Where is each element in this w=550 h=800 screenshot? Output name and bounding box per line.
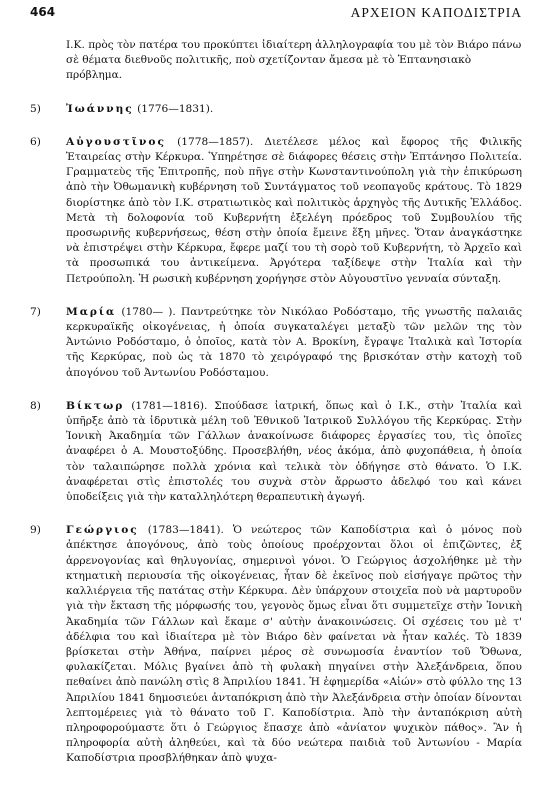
entry-9 [30,523,522,766]
entry-name: Μαρία [66,305,117,318]
entry-text: (1781—1816). Σπούδασε ἰατρική, ὅπως καὶ ὁ Ι.Κ., στὴν Ἰταλία καὶ ὑπῆρξε ἀπὸ τὰ ἱδρυτικὰ μέλη τοῦ Ἐθνικοῦ Ἰατρικοῦ Συλλόγου τῆς Κερκύρας. Στὴν Ἰονικὴ Ἀκαδημία τῶν Γάλλων ἀνακοίνωσε διάφορες ἐργασίες του, τὶς ὁποῖες ἀναφέρει ὁ Α. Μουστοξύδης. Προσεβλήθη, νέος ἀκόμα, ἀπὸ φυχοπάθεια, ἡ ὁποία τὸν ταλαιπώρησε πολλὰ χρόνια καὶ τελικὰ τὸν ὁδήγησε στὸ θάνατο. Ὁ Ι.Κ. ἀναφέρεται στὶς ἐπιστολές του συχνὰ στὸν ἄρρωστο ἀδελφό του καὶ κάνει ὑποδείξεις γιὰ τὴν καταλληλότερη θεραπευτικὴ ἀγωγή. [66,399,522,504]
entry-number: 5) [30,102,41,115]
entry-name: Ἰωάννης [66,102,134,115]
entry-number: 7) [30,305,41,318]
page-header [30,5,522,23]
entry-text: (1776—1831). [133,102,214,115]
entry-text: (1778—1857). Διετέλεσε μέλος καὶ ἔφορος τῆς Φιλικῆς Ἑταιρείας στὴν Κέρκυρα. Ὑπηρέτησε σὲ διάφορες θέσεις στὴν Ἑπτάνησο Πολιτεία. Γραμματεὺς τῆς Ἐπιτροπῆς, ποὺ πῆγε στὴν Κωνσταντινούπολη γιὰ τὴν ἐπικύρωση ἀπὸ τὴν Ὀθωμανικὴ κυβέρνηση τοῦ Συντάγματος τοῦ νεοπαγοῦς κράτους. Τὸ 1829 διορίστηκε ἀπὸ τὸν Ι.Κ. στρατιωτικὸς καὶ πολιτικὸς ἀρχηγὸς τῆς Δυτικῆς Ἑλλάδος. Μετὰ τὴ δολοφονία τοῦ Κυβερνήτη ἐξελέγη πρόεδρος τοῦ Συμβουλίου τῆς προσωρινῆς κυβερνήσεως, θέση στὴν ὁποία ἔμεινε ἕξη μῆνες. Ὅταν ἀναγκάστηκε νὰ ἐπιστρέψει στὴν Κέρκυρα, ἔφερε μαζί του τὴ σορὸ τοῦ Κυβερνήτη, τὸ Ἀρχεῖο καὶ τὰ προσωπικά του ἀντικείμενα. Ἀργότερα ταξίδεψε στὴν Ἰταλία καὶ τὴν Πετρούπολη. Ἡ ρωσικὴ κυβέρνηση χορήγησε στὸν Αὐγουστῖνο γενναία σύνταξη. [66,135,522,285]
body-text [30,38,522,767]
entry-text: (1780— ). Παντρεύτηκε τὸν Νικόλαο Ροδόσταμο, τῆς γνωστῆς παλαιᾶς κερκυραϊκῆς οἰκογένειας, ἡ ὁποία συγκαταλέγει μεταξὺ τῶν μελῶν της τὸν Ἀντώνιο Ροδόσταμο, ὁ ὁποῖος, κατὰ τὸν Α. Βροκίνη, ἔγραψε Ἰταλικὰ καὶ Ἱστορία τῆς Κερκύρας, ποὺ ὡς τὰ 1870 τὸ χειρόγραφό της βρισκόταν στὴν κατοχὴ τοῦ ἀπογόνου τοῦ Ἀντωνίου Ροδόσταμου. [66,305,522,379]
intro-paragraph: Ι.Κ. πρὸς τὸν πατέρα του προκύπτει ἰδιαίτερη ἀλληλογραφία του μὲ τὸν Βιάρο πάνω σὲ θέματα διεθνοῦς πολιτικῆς, ποὺ σχετίζονταν ἄμεσα μὲ τὸ Ἑπτανησιακὸ πρόβλημα. [66,39,522,82]
entry-number: 8) [30,399,41,412]
running-title: ΑΡΧΕΙΟΝ ΚΑΠΟΔΙΣΤΡΙΑ [350,5,522,20]
entry-name: Αὐγουστῖνος [66,135,166,148]
entry-8 [30,399,522,505]
entry-name: Βίκτωρ [66,399,125,412]
entry-text: (1783—1841). Ὁ νεώτερος τῶν Καποδίστρια καὶ ὁ μόνος ποὺ ἀπέκτησε ἀπογόνους, ἀπὸ τοὺς ὁποίους προέρχονται ὅλοι οἱ ἐπιζῶντες, ἐξ ἀρρενογονίας καὶ θηλυγονίας, σημερινοὶ γόνοι. Ὁ Γεώργιος ἀσχολήθηκε μὲ τὴν κτηματικὴ περιουσία τῆς οἰκογένειας, ἦταν δὲ ἐκεῖνος ποὺ εἰσήγαγε πρῶτος τὴν καλλιέργεια τῆς πατάτας στὴν Κέρκυρα. Δὲν ὑπάρχουν στοιχεῖα ποὺ νὰ μαρτυροῦν γιὰ τὴν ἔκταση τῆς μόρφωσής του, γεγονὸς ὅμως εἶναι ὅτι συμμετεῖχε στὴν Ἰονικὴ Ἀκαδημία τῶν Γάλλων καὶ ἔκαμε σ' αὐτὴν ἀνακοινώσεις. Οἱ σχέσεις του μὲ τ' ἀδέλφια του καὶ ἰδιαίτερα μὲ τὸν Βιάρο δὲν φαίνεται νὰ ἦταν καλές. Τὸ 1839 βρίσκεται στὴν Ἀθήνα, παίρνει μέρος σὲ συνωμοσία ἐναντίον τοῦ Ὄθωνα, φυλακίζεται. Μόλις βγαίνει ἀπὸ τὴ φυλακὴ πηγαίνει στὴν Ἀλεξάνδρεια, ὅπου πεθαίνει ἀπὸ πανώλη στὶς 8 Ἀπριλίου 1841. Ἡ ἐφημερίδα «Αἰών» στὸ φύλλο της 13 Ἀπριλίου 1841 δημοσιεύει ἀνταπόκριση ἀπὸ τὴν Ἀλεξάνδρεια στὴν ὁποίαν δίνονται λεπτομέρειες γιὰ τὸ θάνατο τοῦ Γ. Καποδίστρια. Ἀπὸ τὴν ἀνταπόκριση αὐτὴ πληροφορούμαστε ὅτι ὁ Γεώργιος ἔπασχε ἀπὸ «ἀνίατον ψυχικὸν πάθος». Ἂν ἡ πληροφορία αὐτὴ ἀληθεύει, καὶ τὰ δύο νεώτερα παιδιὰ τοῦ Ἀντωνίου - Μαρία Καποδίστρια προσβλήθηκαν ἀπὸ ψυχα- [66,524,522,765]
entry-name: Γεώργιος [66,524,139,537]
entry-6 [30,135,522,287]
entry-7 [30,305,522,381]
entry-number: 9) [30,524,41,537]
entry-5 [30,102,522,117]
page-number: 464 [30,5,56,19]
entry-number: 6) [30,135,41,148]
